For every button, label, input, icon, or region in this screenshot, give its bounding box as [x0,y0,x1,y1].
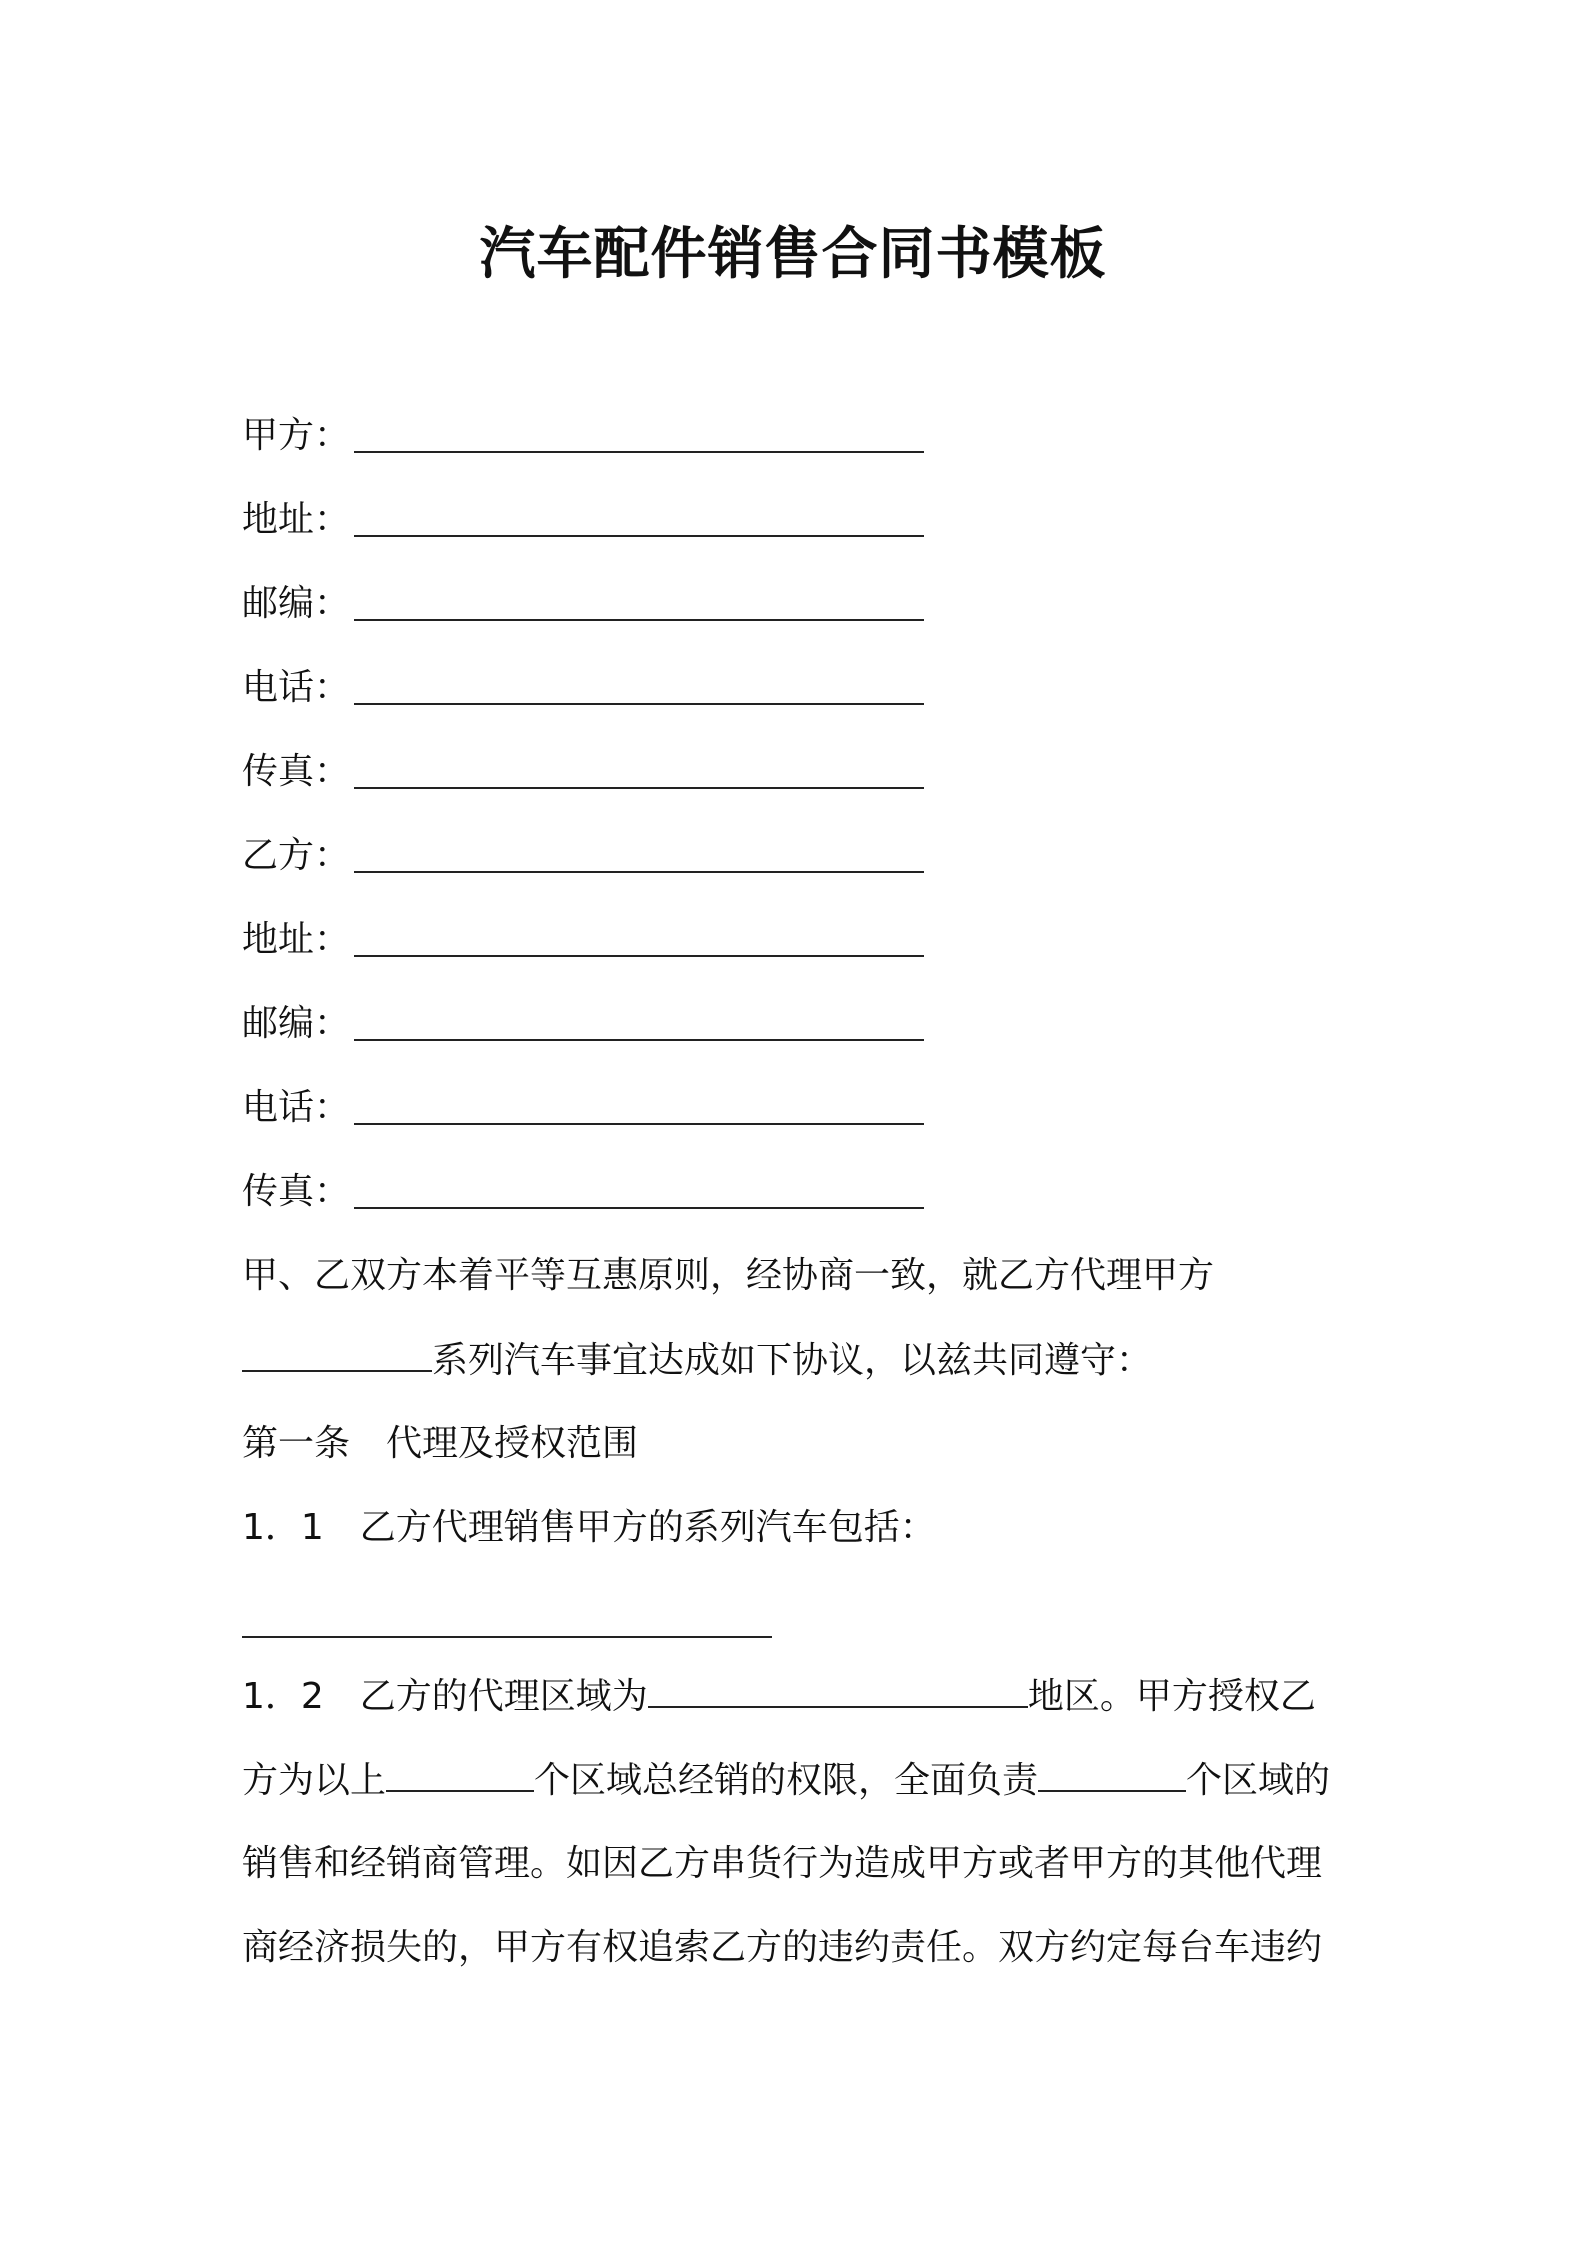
party-b-postcode-label: 邮编： [242,1003,351,1044]
party-b-fax-label: 传真： [242,1171,351,1212]
party-b-address-label: 地址： [242,919,351,960]
party-a-postcode-label: 邮编： [242,583,351,624]
party-b-phone-label: 电话： [242,1087,351,1128]
party-b-name-blank [354,871,924,873]
clause-1-2-prefix: 1．2 乙方的代理区域为 [242,1676,648,1717]
party-a-address-blank [354,535,924,537]
party-a-fax-label: 传真： [242,751,351,792]
clause-1-2-line-3: 销售和经销商管理。如因乙方串货行为造成甲方或者甲方的其他代理 [242,1843,1323,1884]
clause-1-2-suffix: 地区。甲方授权乙 [1027,1676,1316,1717]
party-a-address-field [242,498,350,542]
clause-1-2-line-2 [242,1758,1330,1803]
party-b-phone-blank [354,1123,924,1125]
model-series-blank [242,1338,432,1372]
region-count-blank-1 [386,1758,534,1792]
party-a-address-label: 地址： [242,499,351,540]
party-a-fax-blank [354,787,924,789]
intro-line-2 [242,1338,1152,1383]
party-b-name-label: 乙方： [242,835,351,876]
clause-1-2-l2-a: 方为以上 [242,1760,387,1801]
document-title: 汽车配件销售合同书模板 [479,222,1107,287]
clause-1-1: 1．1 乙方代理销售甲方的系列汽车包括： [242,1507,936,1548]
party-a-phone-field [242,666,350,710]
party-a-phone-label: 电话： [242,667,351,708]
party-b-postcode-blank [354,1039,924,1041]
party-b-fax-field [242,1170,350,1214]
party-a-postcode-blank [354,619,924,621]
clause-1-2-line-1 [242,1674,1316,1719]
region-count-blank-2 [1038,1758,1186,1792]
party-a-name-label: 甲方： [242,415,351,456]
party-a-name-blank [354,451,924,453]
party-b-name-field [242,834,350,878]
intro-line-2-text: 系列汽车事宜达成如下协议，以兹共同遵守： [432,1340,1153,1381]
clause-1-2-l2-c: 个区域的 [1186,1760,1331,1801]
party-b-fax-blank [354,1207,924,1209]
article-1-heading: 第一条 代理及授权范围 [242,1423,639,1464]
clause-1-1-blank [242,1636,772,1638]
clause-1-2-line-4: 商经济损失的，甲方有权追索乙方的违约责任。双方约定每台车违约 [242,1927,1323,1968]
party-a-name-field [242,414,350,458]
agency-region-blank [648,1674,1028,1708]
party-b-postcode-field [242,1002,350,1046]
clause-1-2-l2-b: 个区域总经销的权限，全面负责 [534,1760,1039,1801]
party-b-phone-field [242,1086,350,1130]
intro-line-1: 甲、乙双方本着平等互惠原则，经协商一致，就乙方代理甲方 [242,1255,1215,1296]
party-a-postcode-field [242,582,350,626]
party-b-address-blank [354,955,924,957]
party-b-address-field [242,918,350,962]
party-a-phone-blank [354,703,924,705]
party-a-fax-field [242,750,350,794]
